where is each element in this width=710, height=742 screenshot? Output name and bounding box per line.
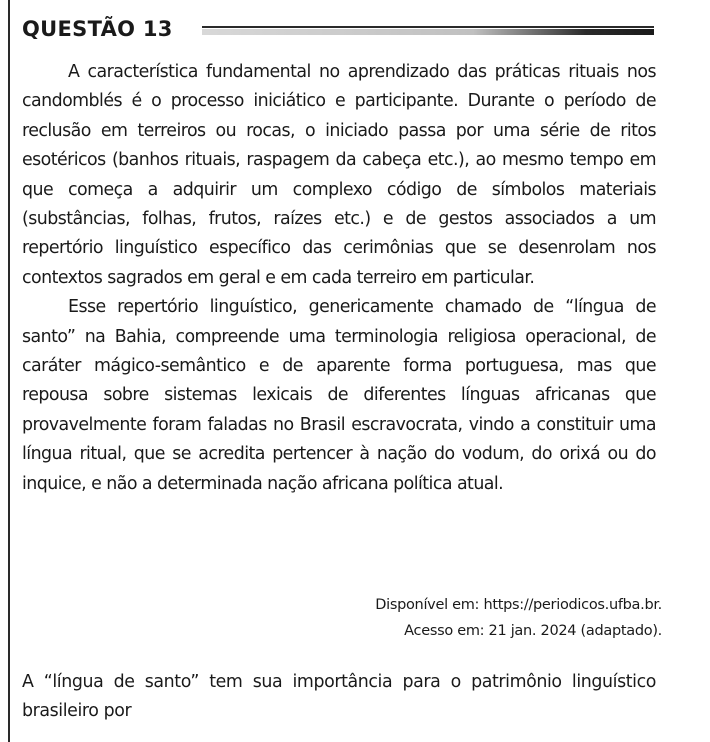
- source-url: Disponível em: https://periodicos.ufba.br.: [375, 597, 662, 613]
- question-header: [22, 14, 654, 48]
- header-rule-thick: [202, 29, 654, 35]
- header-rule-thin: [202, 26, 654, 28]
- text-paragraph-2: Esse repertório linguístico, genericamente chamado de “língua de santo” na Bahia, compreende uma terminologia religiosa operacional, de caráter mágico-semântico e de aparente forma portuguesa, mas que repousa sobre sistemas lexicais de diferentes línguas africanas que provavelmente foram faladas no Brasil escravocrata, vindo a constituir uma língua ritual, que se acredita pertencer à nação do vodum, do orixá ou do inquice, e não a determinada nação africana política atual.: [22, 297, 656, 494]
- source-access-date: Acesso em: 21 jan. 2024 (adaptado).: [404, 623, 662, 639]
- support-text: [22, 58, 656, 499]
- question-stem: A “língua de santo” tem sua importância para o patrimônio linguístico brasileiro por: [22, 672, 656, 722]
- source-reference: [375, 592, 662, 644]
- text-paragraph-1: A característica fundamental no aprendizado das práticas rituais nos candomblés é o processo iniciático e participante. Durante o período de reclusão em terreiros ou rocas, o iniciado passa por uma série de ritos esotéricos (banhos rituais, raspagem da cabeça etc.), ao mesmo tempo em que começa a adquirir um complexo código de símbolos materiais (substâncias, folhas, frutos, raízes etc.) e de gestos associados a um repertório linguístico específico das cerimônias que se desenrolam nos contextos sagrados em geral e em cada terreiro em particular.: [22, 62, 656, 288]
- left-border-rule: [8, 0, 10, 742]
- question-number-title: QUESTÃO 13: [22, 17, 173, 41]
